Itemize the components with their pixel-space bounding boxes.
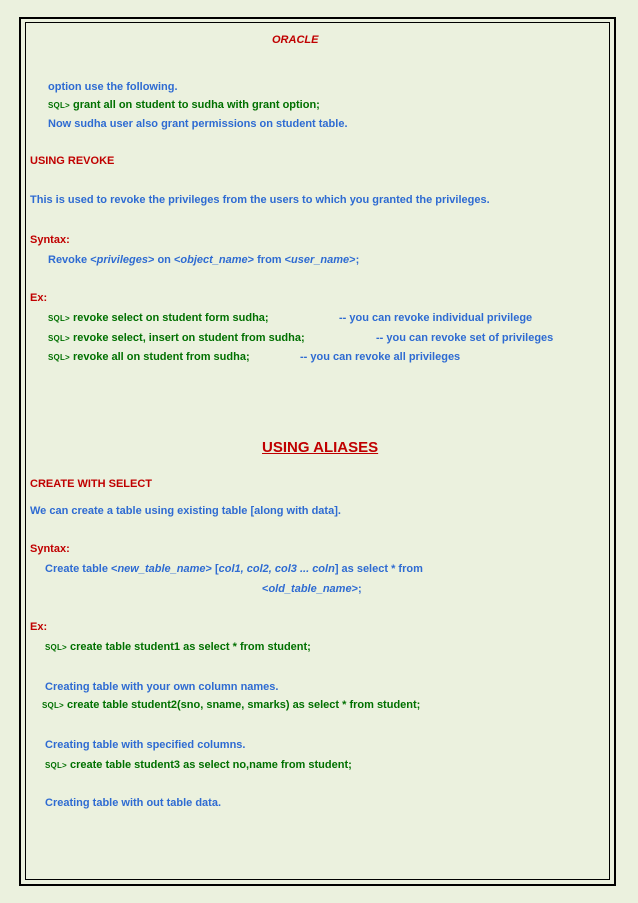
without-data-text: Creating table with out table data. bbox=[45, 797, 222, 809]
specified-columns-text: Creating table with specified columns. bbox=[45, 739, 246, 751]
aliases-syntax bbox=[45, 563, 423, 576]
create-with-select-heading: CREATE WITH SELECT bbox=[30, 478, 153, 490]
syntax-placeholder: privileges bbox=[96, 254, 148, 266]
syntax-text: >; bbox=[351, 583, 362, 595]
syntax-text: ] as select * from bbox=[334, 563, 423, 575]
revoke-example-1-comment: -- you can revoke individual privilege bbox=[339, 312, 533, 324]
sql-prompt: SQL> bbox=[48, 353, 70, 362]
page-title: ORACLE bbox=[272, 34, 319, 46]
sql-prompt: SQL> bbox=[48, 101, 70, 110]
syntax-text: > on < bbox=[147, 254, 181, 266]
syntax-text: >; bbox=[349, 254, 360, 266]
sql-command: revoke select, insert on student from sudha; bbox=[69, 332, 305, 344]
own-columns-text: Creating table with your own column names. bbox=[45, 681, 279, 693]
aliases-example-3 bbox=[45, 759, 352, 772]
syntax-placeholder: old_table_name bbox=[268, 583, 352, 595]
revoke-heading: USING REVOKE bbox=[30, 155, 115, 167]
aliases-example-2 bbox=[42, 699, 420, 712]
syntax-placeholder: user_name bbox=[291, 254, 350, 266]
sql-command: create table student1 as select * from student; bbox=[66, 641, 311, 653]
syntax-text: > from < bbox=[247, 254, 292, 266]
syntax-text: Create table < bbox=[45, 563, 118, 575]
intro-line-1: option use the following. bbox=[48, 81, 178, 93]
syntax-placeholder: col1, col2, col3 ... coln bbox=[218, 563, 335, 575]
revoke-ex-label: Ex: bbox=[30, 292, 48, 304]
sql-command: create table student3 as select no,name from student; bbox=[66, 759, 352, 771]
sql-command: revoke select on student form sudha; bbox=[69, 312, 269, 324]
revoke-example-3-comment: -- you can revoke all privileges bbox=[300, 351, 461, 363]
syntax-text: Revoke < bbox=[48, 254, 97, 266]
sql-prompt: SQL> bbox=[45, 761, 67, 770]
revoke-example-2 bbox=[48, 332, 305, 345]
intro-line-3: Now sudha user also grant permissions on student table. bbox=[48, 118, 348, 130]
sql-prompt: SQL> bbox=[45, 643, 67, 652]
revoke-description: This is used to revoke the privileges from the users to which you granted the privileges. bbox=[30, 194, 490, 206]
sql-command: create table student2(sno, sname, smarks) as select * from student; bbox=[63, 699, 421, 711]
aliases-example-1 bbox=[45, 641, 311, 654]
syntax-placeholder: new_table_name bbox=[117, 563, 206, 575]
intro-grant-command bbox=[48, 99, 320, 112]
revoke-syntax-label: Syntax: bbox=[30, 234, 70, 246]
sql-command: grant all on student to sudha with grant option; bbox=[69, 99, 320, 111]
aliases-heading: USING ALIASES bbox=[262, 439, 379, 456]
sql-prompt: SQL> bbox=[48, 314, 70, 323]
aliases-syntax-cont bbox=[262, 583, 362, 596]
sql-prompt: SQL> bbox=[48, 334, 70, 343]
revoke-example-2-comment: -- you can revoke set of privileges bbox=[376, 332, 554, 344]
sql-command: revoke all on student from sudha; bbox=[69, 351, 250, 363]
revoke-syntax bbox=[48, 254, 359, 267]
revoke-example-1 bbox=[48, 312, 269, 325]
aliases-description: We can create a table using existing table [along with data]. bbox=[30, 505, 341, 517]
syntax-text: < bbox=[262, 583, 269, 595]
syntax-placeholder: object_name bbox=[180, 254, 248, 266]
revoke-example-3 bbox=[48, 351, 250, 364]
aliases-ex-label: Ex: bbox=[30, 621, 48, 633]
syntax-text: > [ bbox=[205, 563, 219, 575]
sql-prompt: SQL> bbox=[42, 701, 64, 710]
aliases-syntax-label: Syntax: bbox=[30, 543, 70, 555]
